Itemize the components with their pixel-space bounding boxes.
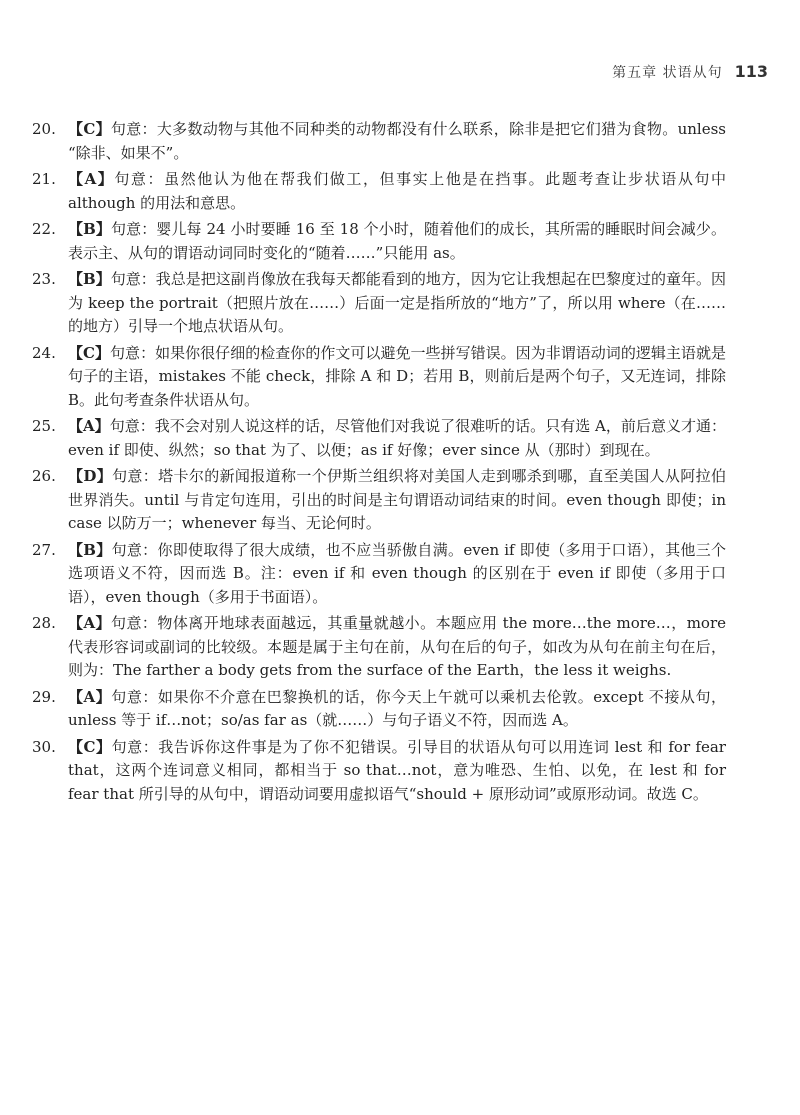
answer-item xyxy=(32,342,726,413)
item-body xyxy=(68,465,726,536)
answer-item xyxy=(32,736,726,807)
item-explanation: 句意：虽然他认为他在帮我们做工，但事实上他是在挡事。此题考查让步状语从句中 although 的用法和意思。 xyxy=(68,170,726,212)
item-body xyxy=(68,686,726,733)
item-body xyxy=(68,168,726,215)
answer-key: 【A】 xyxy=(68,687,112,706)
item-number: 21. xyxy=(32,170,56,188)
item-explanation: 句意：物体离开地球表面越远，其重量就越小。本题应用 the more…the more…，more 代表形容词或副词的比较级。本题是属于主句在前，从句在后的句子，如改为从句在前主句在后，则为：The farther a body gets from the surface of the Earth，the less it weighs. xyxy=(68,614,727,679)
item-explanation: 句意：我告诉你这件事是为了你不犯错误。引导目的状语从句可以用连词 lest 和 for fear that，这两个连词意义相同，都相当于 so that…not，意为唯恐、生怕、以免，在 lest 和 for fear that 所引导的从句中，谓语动词要用虚拟语气“should + 原形动词”或原形动词。故选 C。 xyxy=(68,737,726,803)
item-explanation: 句意：如果你很仔细的检查你的作文可以避免一些拼写错误。因为非谓语动词的逻辑主语就是句子的主语，mistakes 不能 check，排除 A 和 D；若用 B，则前后是两个句子，又无连词，排除 B。此句考查条件状语从句。 xyxy=(68,343,726,409)
answer-key: 【A】 xyxy=(68,614,112,632)
answer-key: 【A】 xyxy=(68,170,115,188)
item-number: 23. xyxy=(32,270,56,288)
item-explanation: 句意：我不会对别人说这样的话，尽管他们对我说了很难听的话。只有选 A，前后意义才通：even if 即使、纵然；so that 为了、以便；as if 好像；ever since 从（那时）到现在。 xyxy=(68,417,727,459)
answer-item xyxy=(32,118,726,165)
answer-item xyxy=(32,268,726,339)
answer-key: 【B】 xyxy=(68,270,111,288)
item-number: 24. xyxy=(32,343,56,362)
page-number: 113 xyxy=(734,62,768,81)
answer-item xyxy=(32,686,726,733)
item-explanation: 句意：我总是把这副肖像放在我每天都能看到的地方，因为它让我想起在巴黎度过的童年。因为 keep the portrait（把照片放在……）后面一定是指所放的“地方”了，所以用 where（在……的地方）引导一个地点状语从句。 xyxy=(68,270,726,335)
chapter-title: 第五章 状语从句 xyxy=(612,65,723,81)
answer-item xyxy=(32,612,726,683)
item-body xyxy=(68,736,726,807)
item-number: 26. xyxy=(32,467,56,485)
item-body xyxy=(68,415,726,462)
item-number: 25. xyxy=(32,417,56,435)
item-body xyxy=(68,118,726,165)
answer-key: 【D】 xyxy=(68,467,113,485)
answer-item xyxy=(32,168,726,215)
answer-key: 【B】 xyxy=(68,220,111,238)
answer-item xyxy=(32,218,726,265)
item-number: 28. xyxy=(32,614,56,632)
answer-item xyxy=(32,539,726,610)
answer-key: 【C】 xyxy=(68,120,111,138)
item-explanation: 句意：如果你不介意在巴黎换机的话，你今天上午就可以乘机去伦敦。except 不接从句，unless 等于 if…not；so/as far as（就……）与句子语义不符，因而选 A。 xyxy=(68,687,726,729)
item-explanation: 句意：婴儿每 24 小时要睡 16 至 18 个小时，随着他们的成长，其所需的睡眠时间会减少。表示主、从句的谓语动词同时变化的“随着……”只能用 as。 xyxy=(68,220,727,262)
item-body xyxy=(68,539,726,610)
item-body xyxy=(68,268,726,339)
answer-key: 【C】 xyxy=(68,343,111,362)
answer-key: 【A】 xyxy=(68,417,110,435)
item-number: 27. xyxy=(32,540,56,559)
item-number: 29. xyxy=(32,687,56,706)
item-body xyxy=(68,218,726,265)
answer-item xyxy=(32,465,726,536)
answer-key: 【C】 xyxy=(68,737,112,756)
item-body xyxy=(68,342,726,413)
item-explanation: 句意：塔卡尔的新闻报道称一个伊斯兰组织将对美国人走到哪杀到哪，直至美国人从阿拉伯世界消失。until 与肯定句连用，引出的时间是主句谓语动词结束的时间。even though 即使；in case 以防万一；whenever 每当、无论何时。 xyxy=(68,467,726,532)
running-header xyxy=(612,62,768,82)
item-number: 30. xyxy=(32,737,56,756)
item-number: 20. xyxy=(32,120,56,138)
item-number: 22. xyxy=(32,220,56,238)
answer-item xyxy=(32,415,726,462)
answer-explanations xyxy=(32,118,726,809)
item-explanation: 句意：大多数动物与其他不同种类的动物都没有什么联系，除非是把它们猎为食物。unless “除非、如果不”。 xyxy=(68,120,726,162)
item-body xyxy=(68,612,726,683)
answer-key: 【B】 xyxy=(68,540,112,559)
item-explanation: 句意：你即使取得了很大成绩，也不应当骄傲自满。even if 即使（多用于口语），其他三个选项语义不符，因而选 B。注：even if 和 even though 的区别在于 even if 即使（多用于口语），even though（多用于书面语）。 xyxy=(68,540,726,606)
